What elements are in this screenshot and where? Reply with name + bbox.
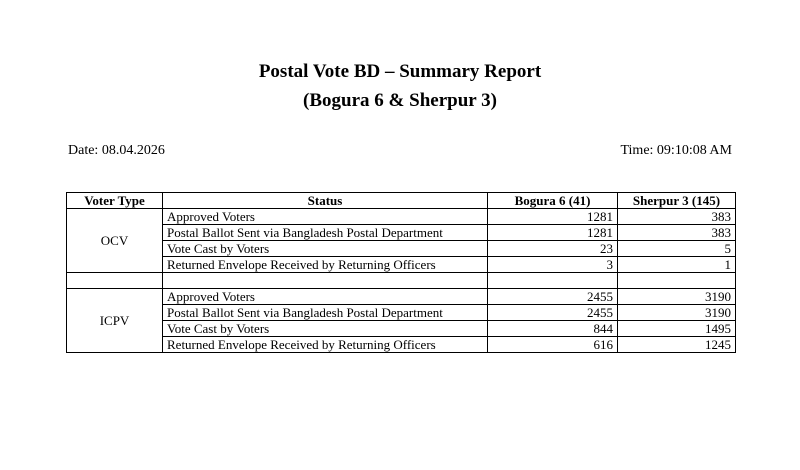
table-row <box>67 241 736 257</box>
table-row <box>67 321 736 337</box>
sherpur-value: 1245 <box>618 337 736 353</box>
table-row <box>67 209 736 225</box>
sherpur-value: 5 <box>618 241 736 257</box>
bogura-value: 3 <box>488 257 618 273</box>
bogura-value: 1281 <box>488 209 618 225</box>
bogura-value: 616 <box>488 337 618 353</box>
sherpur-value: 3190 <box>618 305 736 321</box>
table-row <box>67 289 736 305</box>
sherpur-value: 383 <box>618 209 736 225</box>
header-voter-type: Voter Type <box>67 193 163 209</box>
spacer-cell <box>67 273 163 289</box>
report-title: Postal Vote BD – Summary Report <box>258 61 542 82</box>
table-row <box>67 337 736 353</box>
table-row <box>67 225 736 241</box>
report-date: Date: 08.04.2026 <box>68 143 165 158</box>
voter-type-cell: ICPV <box>67 289 163 353</box>
voter-type-cell: OCV <box>67 209 163 273</box>
sherpur-value: 1 <box>618 257 736 273</box>
status-cell: Approved Voters <box>163 209 488 225</box>
sherpur-value: 3190 <box>618 289 736 305</box>
bogura-value: 23 <box>488 241 618 257</box>
report-subtitle: (Bogura 6 & Sherpur 3) <box>303 90 497 111</box>
header-status: Status <box>163 193 488 209</box>
header-bogura: Bogura 6 (41) <box>488 193 618 209</box>
status-cell: Returned Envelope Received by Returning Officers <box>163 337 488 353</box>
spacer-cell <box>163 273 488 289</box>
status-cell: Postal Ballot Sent via Bangladesh Postal Department <box>163 225 488 241</box>
spacer-cell <box>488 273 618 289</box>
header-sherpur: Sherpur 3 (145) <box>618 193 736 209</box>
table-row <box>67 257 736 273</box>
report-time: Time: 09:10:08 AM <box>620 143 732 158</box>
spacer-cell <box>618 273 736 289</box>
status-cell: Approved Voters <box>163 289 488 305</box>
table-header-row <box>67 193 736 209</box>
bogura-value: 2455 <box>488 305 618 321</box>
spacer-row <box>67 273 736 289</box>
bogura-value: 2455 <box>488 289 618 305</box>
status-cell: Vote Cast by Voters <box>163 321 488 337</box>
status-cell: Vote Cast by Voters <box>163 241 488 257</box>
summary-table <box>66 192 736 353</box>
table-row <box>67 305 736 321</box>
sherpur-value: 1495 <box>618 321 736 337</box>
bogura-value: 844 <box>488 321 618 337</box>
bogura-value: 1281 <box>488 225 618 241</box>
status-cell: Returned Envelope Received by Returning Officers <box>163 257 488 273</box>
sherpur-value: 383 <box>618 225 736 241</box>
status-cell: Postal Ballot Sent via Bangladesh Postal Department <box>163 305 488 321</box>
